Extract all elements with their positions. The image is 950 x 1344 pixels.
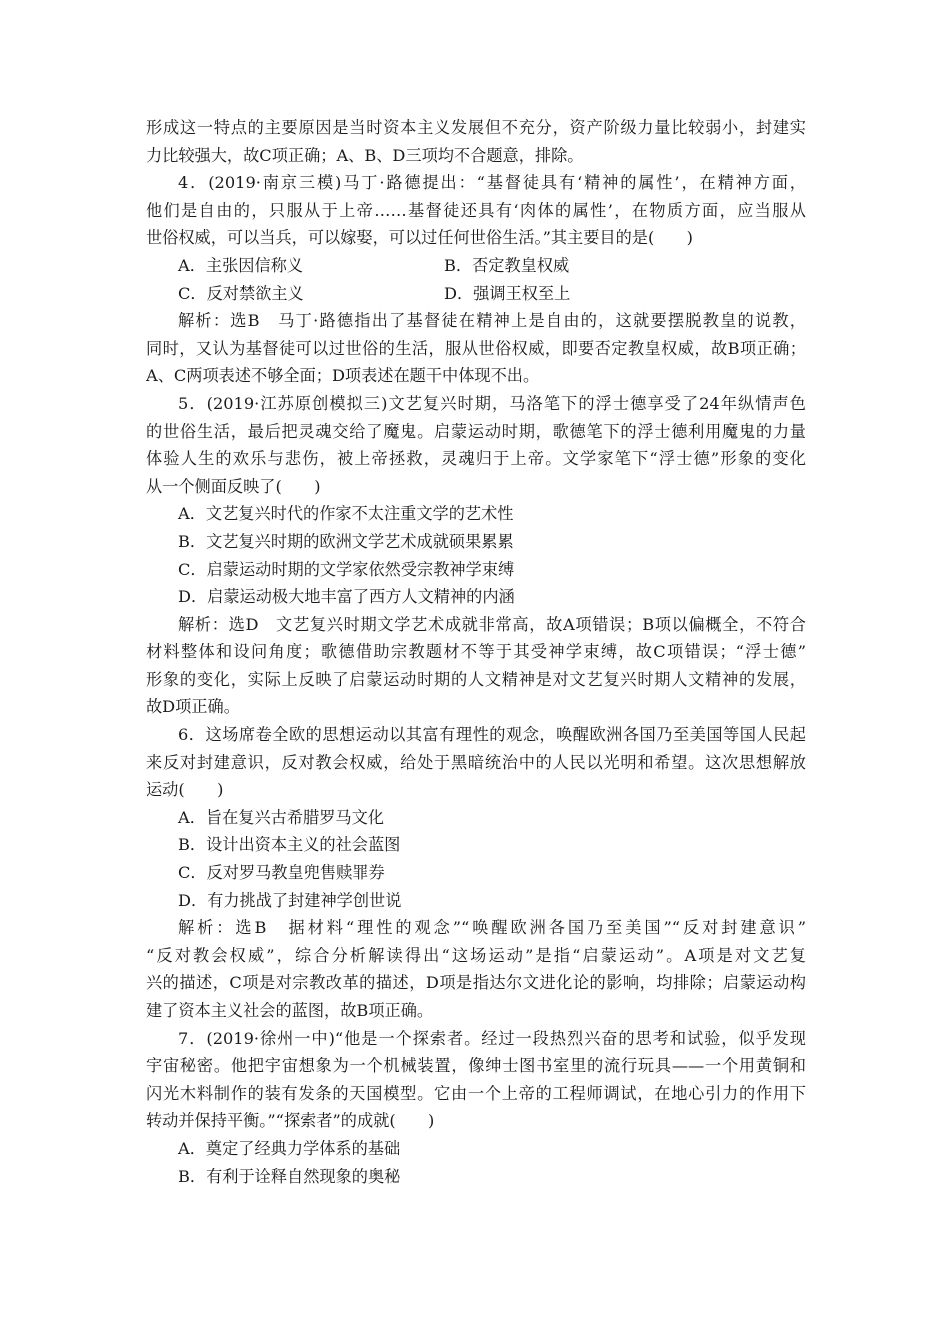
question-stem-line: 体验人生的欢乐与悲伤，被上帝拯救，灵魂归于上帝。文学家笔下“浮士德”形象的变化 bbox=[146, 449, 806, 469]
option-a: A．奠定了经典力学体系的基础 bbox=[178, 1138, 401, 1158]
question-stem-line: 转动并保持平衡。”“探索者”的成就( ) bbox=[146, 1111, 435, 1131]
question-6 bbox=[146, 721, 806, 1025]
explanation-line: 建了资本主义社会的蓝图，故B项正确。 bbox=[146, 1001, 434, 1020]
question-stem-line: 6．这场席卷全欧的思想运动以其富有理性的观念，唤醒欧洲各国乃至美国等国人民起 bbox=[178, 725, 806, 745]
option-b: B．文艺复兴时期的欧洲文学艺术成就硕果累累 bbox=[178, 531, 514, 551]
option-c: C．反对罗马教皇兜售赎罪券 bbox=[178, 863, 385, 883]
option-d: D．强调王权至上 bbox=[444, 283, 571, 303]
option-a: A．旨在复兴古希腊罗马文化 bbox=[178, 807, 384, 827]
explanation-line: 故D项正确。 bbox=[146, 697, 240, 717]
prev-explanation bbox=[146, 114, 806, 169]
option-d: D．启蒙运动极大地丰富了西方人文精神的内涵 bbox=[178, 587, 515, 607]
explanation-line: 材料整体和设问角度；歌德借助宗教题材不等于其受神学束缚，故C项错误；“浮士德” bbox=[146, 642, 806, 662]
option-c: C．启蒙运动时期的文学家依然受宗教神学束缚 bbox=[178, 559, 515, 579]
explanation-line: 解析：选B 据材料“理性的观念”“唤醒欧洲各国乃至美国”“反对封建意识” bbox=[178, 918, 806, 938]
option-d: D．有力挑战了封建神学创世说 bbox=[178, 890, 402, 910]
explanation-line: 兴的描述，C项是对宗教改革的描述，D项是指达尔文进化论的影响，均排除；启蒙运动构 bbox=[146, 973, 806, 993]
question-stem-line: 宇宙秘密。他把宇宙想象为一个机械装置，像绅士图书室里的流行玩具——一个用黄铜和 bbox=[146, 1056, 806, 1076]
question-stem-line: 世俗权威，可以当兵，可以嫁娶，可以过任何世俗生活。”其主要目的是( ) bbox=[146, 228, 693, 248]
explanation-line: 形象的变化，实际上反映了启蒙运动时期的人文精神是对文艺复兴时期人文精神的发展， bbox=[146, 669, 806, 689]
question-4 bbox=[146, 169, 806, 390]
explanation-line: 同时，又认为基督徒可以过世俗的生活，服从世俗权威，即要否定教皇权威，故B项正确； bbox=[146, 338, 806, 358]
explanation-line: A、C两项表述不够全面；D项表述在题干中体现不出。 bbox=[146, 366, 540, 386]
text-line: 形成这一特点的主要原因是当时资本主义发展但不充分，资产阶级力量比较弱小，封建实 bbox=[146, 118, 806, 137]
question-stem-line: 4．(2019·南京三模)马丁·路德提出：“基督徒具有‘精神的属性’，在精神方面， bbox=[178, 173, 806, 193]
option-b: B．否定教皇权威 bbox=[444, 255, 570, 275]
question-stem-line: 来反对封建意识，反对教会权威，给处于黑暗统治中的人民以光明和希望。这次思想解放 bbox=[146, 752, 806, 772]
question-stem-line: 5．(2019·江苏原创模拟三)文艺复兴时期，马洛笔下的浮士德享受了24年纵情声色 bbox=[178, 393, 806, 413]
question-stem-line: 从一个侧面反映了( ) bbox=[146, 476, 321, 496]
document-body bbox=[146, 114, 806, 1190]
option-a: A．文艺复兴时代的作家不太注重文学的艺术性 bbox=[178, 504, 514, 524]
question-5 bbox=[146, 390, 806, 721]
text-line: 力比较强大，故C项正确；A、B、D三项均不合题意，排除。 bbox=[146, 145, 584, 165]
option-b: B．设计出资本主义的社会蓝图 bbox=[178, 835, 401, 855]
question-7 bbox=[146, 1025, 806, 1191]
question-stem-line: 7．(2019·徐州一中)“他是一个探索者。经过一段热烈兴奋的思考和试验，似乎发现 bbox=[178, 1028, 806, 1048]
explanation-line: 解析：选B 马丁·路德指出了基督徒在精神上是自由的，这就要摆脱教皇的说教， bbox=[178, 311, 806, 331]
question-stem-line: 运动( ) bbox=[146, 780, 224, 800]
question-stem-line: 闪光木料制作的装有发条的天国模型。它由一个上帝的工程师调试，在地心引力的作用下 bbox=[146, 1083, 806, 1103]
option-b: B．有利于诠释自然现象的奥秘 bbox=[178, 1166, 401, 1186]
question-stem-line: 他们是自由的，只服从于上帝……基督徒还具有‘肉体的属性’，在物质方面，应当服从 bbox=[146, 200, 806, 220]
option-a: A．主张因信称义 bbox=[178, 255, 304, 275]
question-stem-line: 的世俗生活，最后把灵魂交给了魔鬼。启蒙运动时期，歌德笔下的浮士德利用魔鬼的力量 bbox=[146, 421, 806, 441]
option-row bbox=[146, 280, 806, 308]
option-row bbox=[146, 252, 806, 280]
option-c: C．反对禁欲主义 bbox=[178, 283, 304, 303]
explanation-line: 解析：选D 文艺复兴时期文学艺术成就非常高，故A项错误；B项以偏概全，不符合 bbox=[178, 614, 806, 634]
explanation-line: “反对教会权威”，综合分析解读得出“这场运动”是指“启蒙运动”。A项是对文艺复 bbox=[146, 945, 806, 965]
